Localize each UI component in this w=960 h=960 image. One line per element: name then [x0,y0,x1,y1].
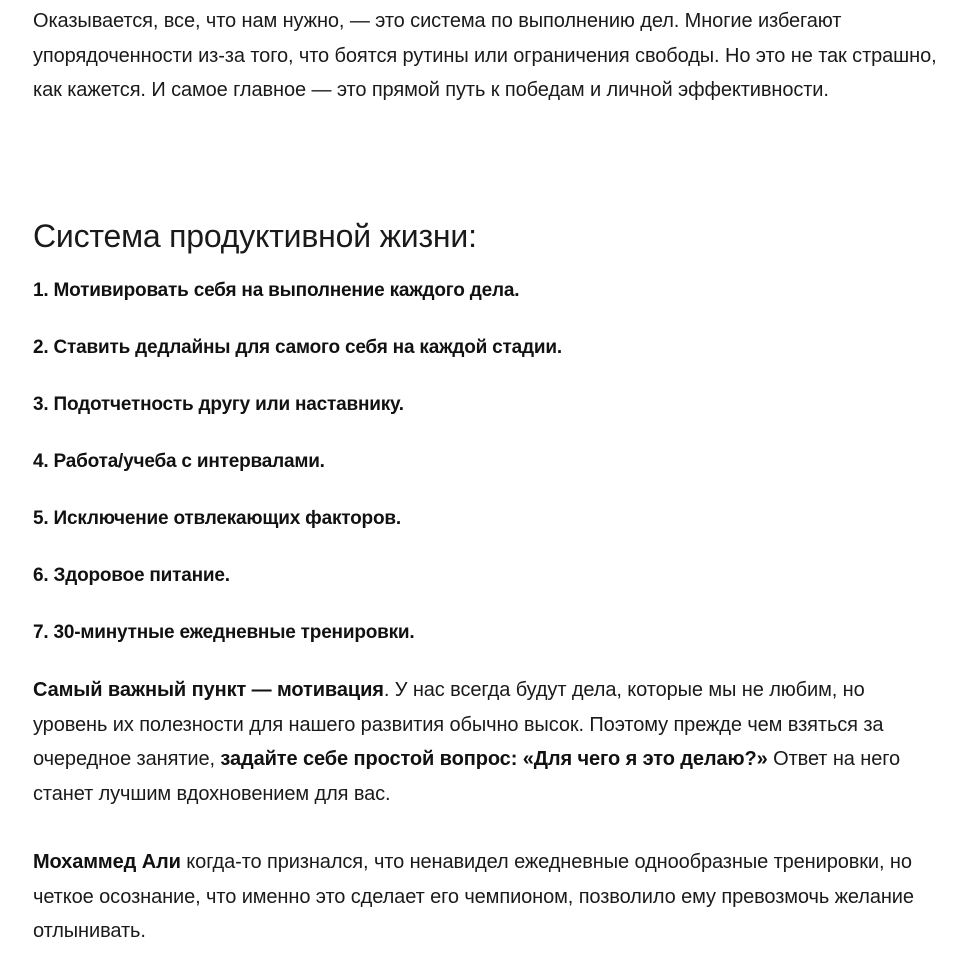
list-item: 7. 30-минутные ежедневные тренировки. [33,622,415,643]
intro-paragraph: Оказывается, все, что нам нужно, — это система по выполнению дел. Многие избегают упорядоченности из-за того, что боятся рутины или ограничения свободы. Но это не так страшно, как кажется. И самое главное — это прямой путь к победам и личной эффективности. [33,10,937,101]
motivation-question: задайте себе простой вопрос: «Для чего я это делаю?» [220,748,768,770]
productivity-list [33,274,562,673]
list-item: 2. Ставить дедлайны для самого себя на каждой стадии. [33,337,562,358]
ali-text: когда-то признался, что ненавидел ежедневные однообразные тренировки, но четкое осознание, что именно это сделает его чемпионом, позволило ему превозмочь желание отлынивать. [33,851,914,942]
ali-paragraph [33,845,943,949]
section-heading: Система продуктивной жизни: [33,218,477,254]
list-item: 6. Здоровое питание. [33,565,230,586]
list-item: 3. Подотчетность другу или наставнику. [33,394,404,415]
motivation-paragraph [33,673,943,811]
list-item: 1. Мотивировать себя на выполнение каждого дела. [33,280,520,301]
list-item: 5. Исключение отвлекающих факторов. [33,508,401,529]
list-item: 4. Работа/учеба с интервалами. [33,451,325,472]
motivation-text-2: Ответ на него станет лучшим вдохновением для вас. [33,748,900,805]
motivation-text-1: . У нас всегда будут дела, которые мы не любим, но уровень их полезности для нашего развития обычно высок. Поэтому прежде чем взяться за очередное занятие, [33,679,884,770]
motivation-lead: Самый важный пункт — мотивация [33,679,384,701]
ali-name: Мохаммед Али [33,851,181,873]
